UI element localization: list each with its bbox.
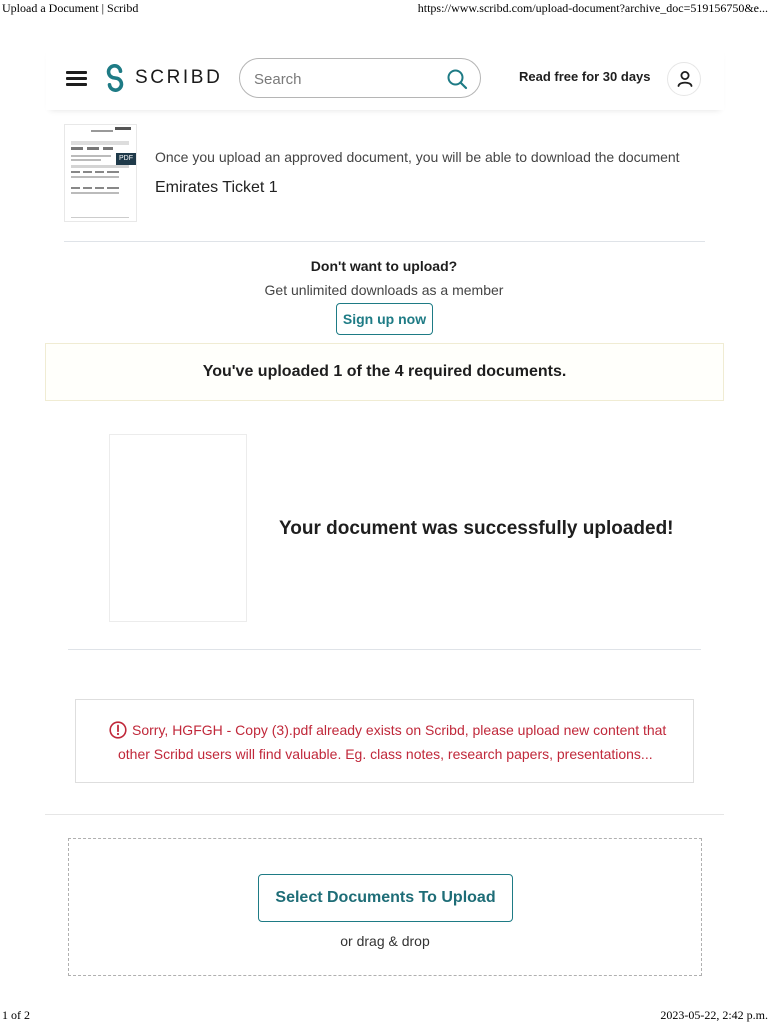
download-info-text: Once you upload an approved document, you will be able to download the document [155,149,680,165]
print-header [0,0,768,18]
logo-wordmark: SCRIBD [135,67,223,88]
scribd-logo[interactable] [104,64,222,92]
document-row [64,124,704,224]
print-page-title: Upload a Document | Scribd [2,1,139,15]
divider [45,814,724,815]
search-bar[interactable] [239,58,481,98]
divider [64,241,705,242]
search-input[interactable] [254,68,434,90]
upload-success-message: Your document was successfully uploaded! [279,518,674,539]
duplicate-error-box [75,699,694,783]
document-title: Emirates Ticket 1 [155,179,278,196]
membership-heading: Don't want to upload? [310,258,458,274]
print-page-url: https://www.scribd.com/upload-document?archive_doc=519156750&e... [417,1,768,15]
membership-section [0,256,768,327]
search-icon[interactable] [446,68,468,90]
error-message-line-1: Sorry, HGFGH - Copy (3).pdf already exists on Scribd, please upload new content that [132,722,667,738]
sign-up-button[interactable]: Sign up now [336,303,433,335]
divider [68,649,701,650]
upload-progress-text: You've uploaded 1 of the 4 required documents. [202,363,567,380]
pdf-badge: PDF [116,153,136,165]
document-thumbnail [64,124,137,222]
drag-drop-text: or drag & drop [340,933,430,949]
account-button[interactable] [667,62,701,96]
print-page-number: 1 of 2 [2,1008,30,1022]
read-free-link[interactable]: Read free for 30 days [519,69,651,84]
error-message-line-2: other Scribd users will find valuable. Eg. class notes, research papers, presentations... [118,746,653,762]
scribd-logo-icon [104,64,126,92]
select-documents-button[interactable]: Select Documents To Upload [258,874,513,922]
uploaded-document-thumbnail [109,434,247,622]
print-footer [0,1008,768,1024]
upload-dropzone[interactable] [68,838,702,976]
alert-circle-icon [109,721,127,739]
membership-text: Get unlimited downloads as a member [264,282,504,298]
document-preview-image [65,125,136,221]
upload-progress-banner [45,343,724,401]
top-navbar [46,46,724,110]
hamburger-icon[interactable] [66,70,88,86]
print-timestamp: 2023-05-22, 2:42 p.m. [660,1008,768,1022]
user-icon [676,70,694,88]
